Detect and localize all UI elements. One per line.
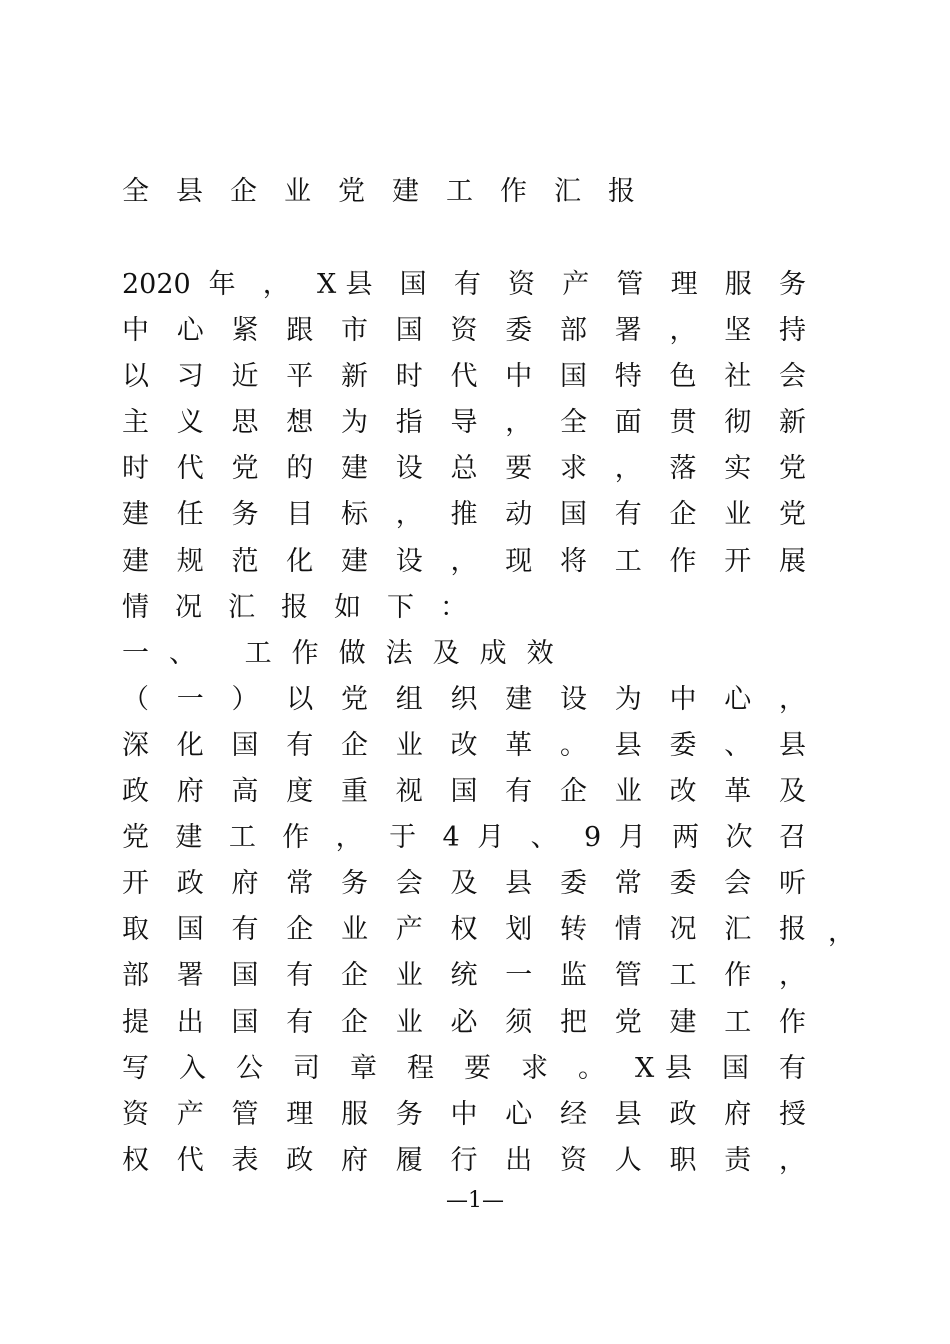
document-title: 全县企业党建工作汇报 [122, 176, 662, 207]
body-line: 建 规 范 化 建 设 ， 现 将 工 作 开 展 [122, 545, 806, 577]
body-line: 政 府 高 度 重 视 国 有 企 业 改 革 及 [122, 776, 806, 808]
body-line: 深 化 国 有 企 业 改 革 。 县 委 、 县 [122, 729, 806, 761]
body-line: 建 任 务 目 标 ， 推 动 国 有 企 业 党 [122, 499, 806, 531]
document-body [122, 262, 806, 1184]
body-line: （ 一 ） 以 党 组 织 建 设 为 中 心 ， [122, 683, 806, 715]
body-line: 部 署 国 有 企 业 统 一 监 管 工 作 ， [122, 960, 806, 992]
body-line: 主 义 思 想 为 指 导 ， 全 面 贯 彻 新 [122, 407, 806, 439]
body-line: 时 代 党 的 建 设 总 要 求 ， 落 实 党 [122, 453, 806, 485]
body-line: 开 政 府 常 务 会 及 县 委 常 委 会 听 [122, 868, 806, 900]
body-line: 党 建 工 作 ， 于 4 月 、 9 月 两 次 召 [122, 822, 806, 854]
section-heading: 一、 工作做法及成效 [122, 637, 574, 669]
body-line: 情况汇报如下： [122, 591, 493, 623]
body-line: 以 习 近 平 新 时 代 中 国 特 色 社 会 [122, 361, 806, 393]
body-line: 写 入 公 司 章 程 要 求 。 X县 国 有 [122, 1052, 806, 1084]
body-line: 提 出 国 有 企 业 必 须 把 党 建 工 作 [122, 1006, 806, 1038]
overflow-comma: ， [828, 917, 855, 948]
body-line: 资 产 管 理 服 务 中 心 经 县 政 府 授 [122, 1098, 806, 1130]
body-line: 取 国 有 企 业 产 权 划 转 情 况 汇 报 [122, 914, 806, 946]
body-line: 权 代 表 政 府 履 行 出 资 人 职 责 ， [122, 1144, 806, 1176]
body-line: 2020 年 ， X县 国 有 资 产 管 理 服 务 [122, 269, 806, 300]
body-line: 中 心 紧 跟 市 国 资 委 部 署 ， 坚 持 [122, 315, 806, 347]
page-number: —1— [446, 1188, 504, 1213]
